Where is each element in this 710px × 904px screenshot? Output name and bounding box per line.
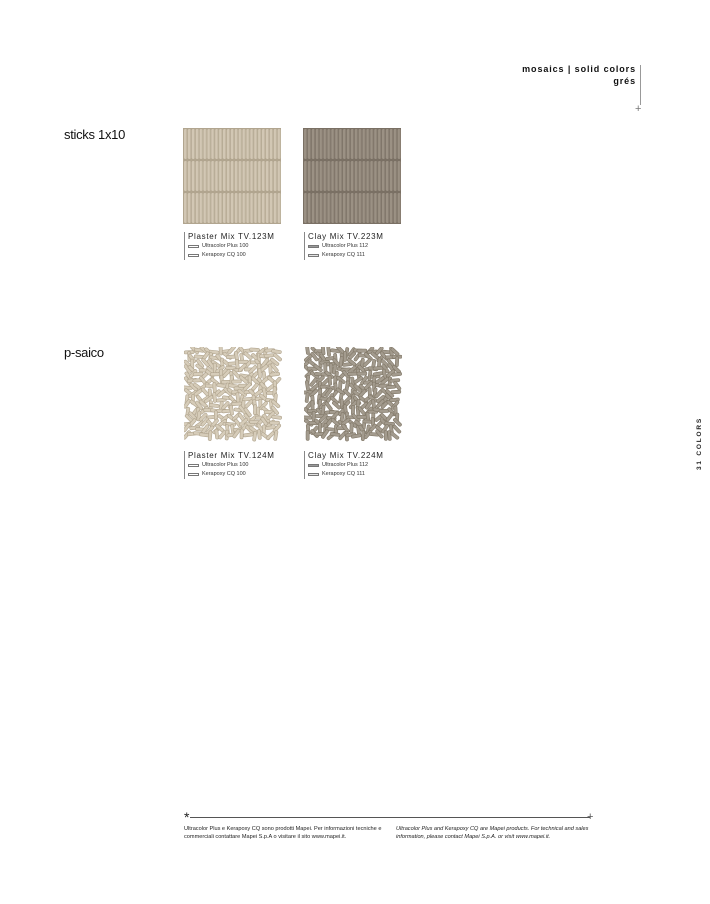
stick-shadow (330, 129, 331, 159)
stick-shadow (365, 161, 366, 191)
stick-shadow (337, 129, 338, 159)
stick-shadow (326, 193, 327, 223)
mosaic-piece (213, 392, 217, 402)
stick-shadow (225, 129, 226, 159)
mosaic-piece (304, 416, 312, 420)
stick-shadow (322, 193, 323, 223)
grout-label: Ultracolor Plus 100 (202, 462, 249, 468)
mosaic-piece (270, 372, 280, 376)
stick-shadow (314, 129, 315, 159)
stick-shadow (186, 161, 187, 191)
footnote-italian: Ultracolor Plus e Kerapoxy CQ sono prodotti Mapei. Per informazioni tecniche e commerciali contattare Mapei S.p.A o visitare il sito www.mapei.it. (184, 826, 382, 840)
stick-shadow (380, 161, 381, 191)
stick-shadow (214, 129, 215, 159)
stick-shadow (392, 161, 393, 191)
stick-shadow (349, 161, 350, 191)
stick-shadow (361, 193, 362, 223)
stick-shadow (314, 193, 315, 223)
mosaic-piece (271, 415, 281, 420)
stick-shadow (306, 161, 307, 191)
stick-shadow (272, 129, 273, 159)
stick-shadow (268, 193, 269, 223)
mosaic-piece (343, 351, 346, 361)
stick-shadow (376, 193, 377, 223)
stick-shadow (310, 193, 311, 223)
product-tile-plaster-mix-sticks (183, 128, 281, 224)
stick-shadow (237, 161, 238, 191)
mosaic-piece (232, 402, 242, 406)
stick-shadow (260, 193, 261, 223)
stick-shadow (373, 129, 374, 159)
stick-shadow (400, 193, 401, 223)
stick-shadow (264, 193, 265, 223)
stick-shadow (400, 129, 401, 159)
footnote-asterisk: * (184, 809, 190, 825)
stick-shadow (260, 161, 261, 191)
stick-shadow (276, 193, 277, 223)
stick-shadow (198, 161, 199, 191)
mosaic-piece (357, 349, 367, 352)
stick-shadow (194, 161, 195, 191)
mosaic-piece (240, 429, 244, 439)
grout-row (308, 251, 420, 260)
stick-shadow (365, 193, 366, 223)
grout-label: Ultracolor Plus 100 (202, 243, 249, 249)
stick-shadow (310, 129, 311, 159)
grout-label: Ultracolor Plus 112 (322, 462, 369, 468)
product-caption (304, 232, 420, 260)
stick-shadow (392, 193, 393, 223)
grout-label: Kerapoxy CQ 111 (322, 471, 365, 477)
stick-shadow (353, 129, 354, 159)
mosaic-piece (264, 354, 274, 358)
stick-shadow (186, 129, 187, 159)
random-pattern (304, 347, 402, 441)
stick-shadow (245, 129, 246, 159)
stick-shadow (369, 193, 370, 223)
stick-shadow (388, 129, 389, 159)
mosaic-piece (210, 373, 220, 376)
grout-swatch (308, 245, 319, 248)
stick-shadow (357, 161, 358, 191)
mosaic-piece (318, 423, 321, 433)
stick-shadow (280, 193, 281, 223)
stick-shadow (194, 129, 195, 159)
stick-shadow (225, 161, 226, 191)
stick-shadow (264, 129, 265, 159)
page-number-label: 31 COLORS (696, 416, 703, 470)
grout-swatch (188, 245, 199, 248)
stick-shadow (221, 193, 222, 223)
stick-shadow (345, 129, 346, 159)
stick-shadow (198, 193, 199, 223)
product-caption (184, 451, 300, 479)
stick-shadow (256, 161, 257, 191)
stick-shadow (217, 161, 218, 191)
grout-swatch (188, 254, 199, 257)
product-name: Clay Mix TV.224M (308, 451, 384, 460)
grout-swatch (308, 464, 319, 467)
footnote-english: Ultracolor Plus and Kerapoxy CQ are Mapei products. For technical and sales information, please contact Mapei S.p.A. or visit www.mapei.it. (396, 826, 589, 840)
stick-shadow (380, 129, 381, 159)
stick-shadow (365, 129, 366, 159)
stick-shadow (237, 193, 238, 223)
stick-shadow (337, 193, 338, 223)
stick-shadow (202, 129, 203, 159)
stick-shadow (341, 129, 342, 159)
stick-shadow (330, 161, 331, 191)
stick-shadow (306, 129, 307, 159)
grout-label: Kerapoxy CQ 100 (202, 252, 246, 258)
product-tile-clay-mix-psaico (304, 347, 402, 443)
stick-shadow (225, 193, 226, 223)
stick-shadow (253, 161, 254, 191)
stick-shadow (241, 129, 242, 159)
page-header (522, 63, 636, 87)
grout-label: Kerapoxy CQ 100 (202, 471, 246, 477)
stick-shadow (245, 161, 246, 191)
stick-shadow (256, 129, 257, 159)
mosaic-piece (373, 371, 383, 376)
mosaic-piece (208, 431, 212, 441)
stick-shadow (314, 161, 315, 191)
stick-shadow (306, 193, 307, 223)
stick-shadow (384, 129, 385, 159)
stick-shadow (337, 161, 338, 191)
stick-shadow (361, 161, 362, 191)
stick-shadow (280, 161, 281, 191)
stick-shadow (210, 161, 211, 191)
stick-shadow (190, 129, 191, 159)
grout-row (308, 461, 420, 470)
stick-shadow (253, 193, 254, 223)
stick-shadow (217, 193, 218, 223)
product-caption (304, 451, 420, 479)
stick-shadow (396, 193, 397, 223)
mosaic-piece (311, 400, 314, 410)
stick-shadow (369, 161, 370, 191)
stick-shadow (268, 129, 269, 159)
footer-divider (190, 817, 590, 818)
stick-shadow (233, 129, 234, 159)
product-tile-clay-mix-sticks (303, 128, 401, 224)
stick-shadow (198, 129, 199, 159)
stick-shadow (396, 129, 397, 159)
stick-shadow (345, 193, 346, 223)
product-tile-plaster-mix-psaico (184, 347, 282, 443)
stick-shadow (384, 193, 385, 223)
grout-row (188, 242, 300, 251)
mosaic-piece (270, 421, 280, 424)
stick-shadow (345, 161, 346, 191)
grout-swatch (188, 464, 199, 467)
stick-shadow (268, 161, 269, 191)
stick-shadow (318, 161, 319, 191)
stick-shadow (388, 161, 389, 191)
stick-shadow (318, 129, 319, 159)
stick-shadow (388, 193, 389, 223)
stick-shadow (280, 129, 281, 159)
stick-shadow (190, 161, 191, 191)
stick-shadow (221, 129, 222, 159)
stick-shadow (249, 129, 250, 159)
mosaic-piece (305, 347, 309, 355)
stick-shadow (326, 161, 327, 191)
stick-shadow (392, 129, 393, 159)
mosaic-piece (243, 433, 253, 437)
stick-shadow (330, 193, 331, 223)
stick-shadow (206, 193, 207, 223)
mosaic-piece (213, 382, 217, 392)
stick-shadow (206, 129, 207, 159)
crosshair-mark-icon: + (635, 103, 642, 115)
stick-shadow (237, 129, 238, 159)
random-pattern (184, 347, 282, 441)
grout-swatch (308, 473, 319, 476)
stick-shadow (233, 161, 234, 191)
grout-row (188, 470, 300, 479)
stick-shadow (206, 161, 207, 191)
grout-label: Kerapoxy CQ 111 (322, 252, 365, 258)
stick-shadow (264, 161, 265, 191)
stick-shadow (233, 193, 234, 223)
side-page-label (687, 412, 703, 472)
stick-shadow (326, 129, 327, 159)
mosaic-piece (386, 385, 396, 389)
sticks-pattern (303, 128, 401, 224)
stick-shadow (241, 161, 242, 191)
stick-shadow (272, 193, 273, 223)
stick-shadow (272, 161, 273, 191)
stick-shadow (349, 193, 350, 223)
section-title-sticks: sticks 1x10 (64, 127, 126, 142)
grout-swatch (308, 254, 319, 257)
stick-shadow (384, 161, 385, 191)
mosaic-piece (373, 366, 383, 370)
mosaic-piece (306, 430, 309, 440)
stick-shadow (229, 193, 230, 223)
stick-shadow (217, 129, 218, 159)
stick-shadow (310, 161, 311, 191)
stick-shadow (380, 193, 381, 223)
stick-shadow (400, 161, 401, 191)
stick-shadow (276, 161, 277, 191)
header-category: mosaics | solid colors (522, 64, 636, 74)
stick-shadow (376, 129, 377, 159)
mosaic-piece (347, 372, 357, 376)
grout-row (308, 470, 420, 479)
stick-shadow (249, 193, 250, 223)
mosaic-piece (258, 368, 262, 378)
stick-shadow (318, 193, 319, 223)
mosaic-piece (357, 372, 367, 375)
grout-row (188, 461, 300, 470)
stick-shadow (256, 193, 257, 223)
stick-shadow (210, 129, 211, 159)
stick-shadow (341, 161, 342, 191)
stick-shadow (349, 129, 350, 159)
stick-shadow (210, 193, 211, 223)
stick-shadow (253, 129, 254, 159)
stick-shadow (229, 161, 230, 191)
stick-shadow (357, 193, 358, 223)
sticks-pattern (183, 128, 281, 224)
product-name: Clay Mix TV.223M (308, 232, 384, 241)
stick-shadow (202, 193, 203, 223)
stick-shadow (341, 193, 342, 223)
stick-shadow (276, 129, 277, 159)
mosaic-piece (229, 405, 234, 415)
stick-shadow (214, 161, 215, 191)
stick-shadow (361, 129, 362, 159)
stick-shadow (241, 193, 242, 223)
stick-shadow (334, 161, 335, 191)
stick-shadow (334, 129, 335, 159)
stick-shadow (353, 161, 354, 191)
mosaic-piece (391, 390, 401, 394)
mosaic-piece (193, 372, 203, 376)
grout-swatch (188, 473, 199, 476)
stick-shadow (194, 193, 195, 223)
mosaic-piece (357, 415, 367, 419)
mosaic-piece (395, 356, 399, 366)
section-title-p-saico: p-saico (64, 345, 104, 360)
stick-shadow (229, 129, 230, 159)
product-caption (184, 232, 300, 260)
mosaic-piece (231, 380, 241, 384)
stick-shadow (334, 193, 335, 223)
stick-shadow (190, 193, 191, 223)
product-name: Plaster Mix TV.123M (188, 232, 275, 241)
stick-shadow (260, 129, 261, 159)
crosshair-mark-icon: + (587, 811, 594, 823)
header-divider (640, 65, 641, 105)
stick-shadow (322, 129, 323, 159)
mosaic-piece (271, 349, 281, 354)
stick-shadow (214, 193, 215, 223)
stick-shadow (353, 193, 354, 223)
stick-shadow (221, 161, 222, 191)
stick-shadow (245, 193, 246, 223)
stick-shadow (376, 161, 377, 191)
stick-shadow (249, 161, 250, 191)
mosaic-piece (350, 423, 354, 433)
mosaic-piece (327, 347, 331, 356)
stick-shadow (186, 193, 187, 223)
stick-shadow (373, 193, 374, 223)
stick-shadow (369, 129, 370, 159)
grout-row (188, 251, 300, 260)
stick-shadow (202, 161, 203, 191)
stick-shadow (357, 129, 358, 159)
stick-shadow (396, 161, 397, 191)
header-material: grés (613, 76, 636, 86)
mosaic-piece (328, 375, 332, 385)
product-name: Plaster Mix TV.124M (188, 451, 275, 460)
mosaic-piece (249, 348, 259, 352)
stick-shadow (322, 161, 323, 191)
stick-shadow (373, 161, 374, 191)
mosaic-piece (384, 430, 387, 440)
grout-label: Ultracolor Plus 112 (322, 243, 369, 249)
grout-row (308, 242, 420, 251)
